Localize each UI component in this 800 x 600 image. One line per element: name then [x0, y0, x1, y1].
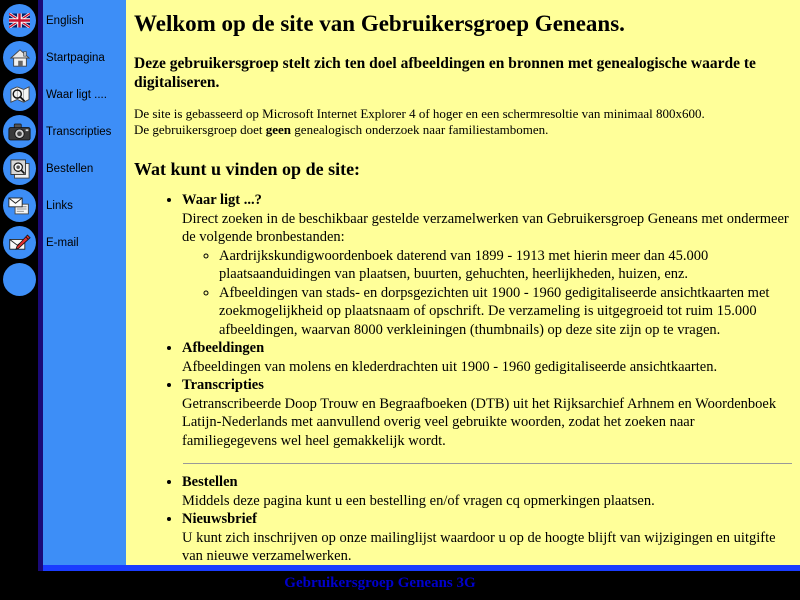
page-title: Welkom op de site van Gebruikersgroep Geneans.: [134, 11, 625, 36]
sidebar-item-startpagina[interactable]: Startpagina: [46, 52, 105, 64]
list-item-heading: Transcripties: [182, 377, 264, 393]
feature-sublist: [182, 247, 792, 340]
list-item[interactable]: [182, 339, 792, 376]
lead-paragraph: Deze gebruikersgroep stelt zich ten doel afbeeldingen en bronnen met genealogische waarde te digitaliseren.: [134, 55, 756, 91]
sidebar-item-transcripties[interactable]: Transcripties: [46, 126, 112, 138]
sublist-item: ◦ Afbeeldingen van stads- en dorpsgezichten uit 1900 - 1960 gedigitaliseerde ansichtkaarten met zoekmogelijkheid op plaatsnaam of opschrift. De verzameling is uitgegroeid tot ruim 15.000 afbeeldingen, waarvan 8000 verkleiningen (thumbnails) op deze site zijn op te vragen.: [219, 284, 792, 340]
footer: [0, 571, 800, 600]
sublist-item: ◦ Aardrijkskundigwoordenboek daterend van 1899 - 1913 met hierin meer dan 45.000 plaatsaanduidingen van plaatsen, buurten, gehuchten, heerlijkheden, huizen, enz.: [219, 247, 792, 284]
footer-text: Gebruikersgroep Geneans 3G: [284, 575, 476, 591]
sidebar-item-english[interactable]: English: [46, 15, 84, 27]
list-item-body: Getranscribeerde Doop Trouw en Begraafboeken (DTB) uit het Rijksarchief Arhnem en Woordenboek Latijn-Nederlands met aanvullend overig veel gebruikte woorden, zodat het zoeken naar familiegegevens wel heel gemakkelijk wordt.: [182, 395, 777, 449]
list-item-body: Afbeeldingen van molens en klederdrachten uit 1900 - 1960 gedigitaliseerde ansichtkaarten.: [182, 358, 718, 375]
icon-rail: [0, 0, 38, 571]
list-item-heading: Waar ligt ...?: [182, 192, 262, 208]
note-line-2-bold: geen: [265, 122, 292, 137]
uk-flag-icon[interactable]: [3, 4, 36, 37]
feature-list-secondary: [134, 473, 792, 566]
sidebar-item-links[interactable]: Links: [46, 200, 73, 212]
list-item-heading: Afbeeldingen: [182, 340, 265, 356]
list-item[interactable]: [182, 376, 792, 450]
list-item-body: Direct zoeken in de beschikbaar gestelde verzamelwerken van Gebruikersgroep Geneans met ondermeer de volgende bronbestanden:: [182, 210, 789, 245]
list-item-heading: Nieuwsbrief: [182, 511, 257, 527]
mail-document-icon[interactable]: [3, 189, 36, 222]
note-line-2-after: genealogisch onderzoek naar familiestambomen.: [291, 122, 549, 137]
sidebar-item-bestellen[interactable]: Bestellen: [46, 163, 94, 175]
camera-icon[interactable]: [3, 115, 36, 148]
list-item-heading: Bestellen: [182, 474, 238, 490]
feature-list-primary: [134, 191, 792, 450]
note-line-2-before: De gebruikersgroep doet: [134, 122, 266, 137]
map-search-icon[interactable]: [3, 78, 36, 111]
content-area: [126, 0, 800, 571]
list-item[interactable]: [182, 191, 792, 339]
note-paragraph: [134, 106, 792, 138]
list-item-body: Middels deze pagina kunt u een bestelling en/of vragen cq opmerkingen plaatsen.: [182, 492, 655, 509]
section-subtitle: Wat kunt u vinden op de site:: [134, 159, 361, 179]
blank-icon[interactable]: [3, 263, 36, 296]
list-item-body: U kunt zich inschrijven op onze mailinglijst waardoor u op de hoogte blijft van wijzigingen en uitgifte van nieuwe verzamelwerken.: [182, 529, 776, 564]
section-divider: [183, 463, 792, 464]
sidebar-item-email[interactable]: E-mail: [46, 237, 79, 249]
nav-panel: [43, 0, 126, 571]
pen-envelope-icon[interactable]: [3, 226, 36, 259]
list-item[interactable]: [182, 510, 792, 566]
list-item[interactable]: [182, 473, 792, 510]
scanner-icon[interactable]: [3, 152, 36, 185]
home-icon[interactable]: [3, 41, 36, 74]
note-line-1: De site is gebasseerd op Microsoft Internet Explorer 4 of hoger en een schermresoltie van minimaal 800x600.: [134, 106, 705, 121]
sidebar-item-waar-ligt[interactable]: Waar ligt ....: [46, 89, 107, 101]
